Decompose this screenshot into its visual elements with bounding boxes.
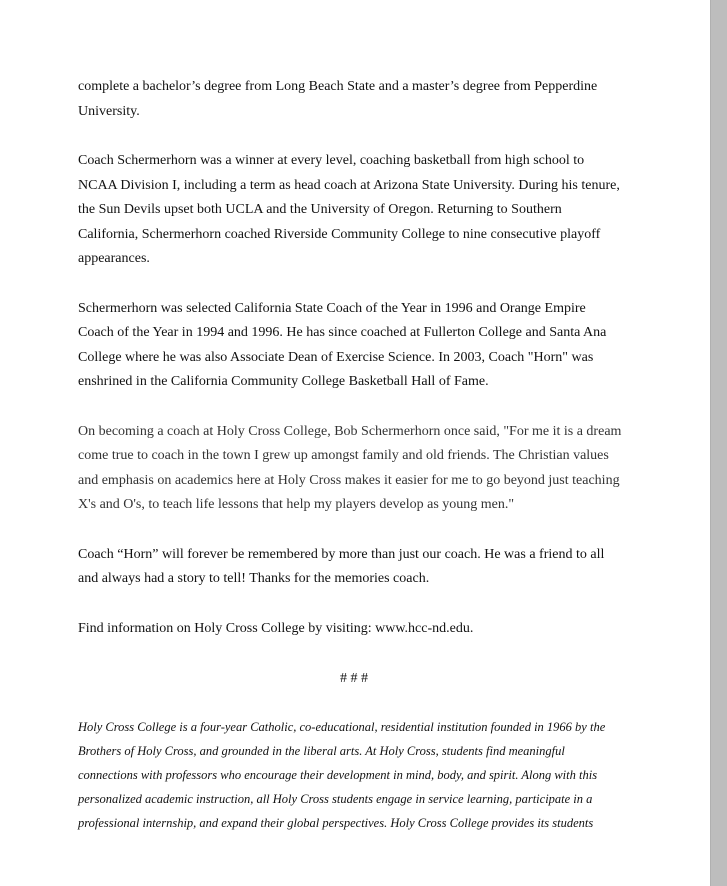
text-line: NCAA Division I, including a term as head coach at Arizona State University. During his tenure, [78,177,620,193]
scrollbar-thumb[interactable] [710,0,727,886]
text-line: Holy Cross College is a four-year Catholic, co-educational, residential institution founded in 1966 by the [78,720,606,734]
text-line: Schermerhorn was selected California State Coach of the Year in 1996 and Orange Empire [78,300,586,316]
paragraph-find-info: Find information on Holy Cross College by visiting: www.hcc-nd.edu. [78,620,474,636]
paragraph-gap [78,641,638,669]
text-line: and emphasis on academics here at Holy Cross makes it easier for me to go beyond just teaching [78,472,620,488]
text-line: professional internship, and expand their global perspectives. Holy Cross College provides its students [78,816,594,830]
paragraph-awards [78,297,638,395]
text-line: the Sun Devils upset both UCLA and the University of Oregon. Returning to Southern [78,202,562,217]
end-marker: # # # [340,671,368,686]
document-body [78,75,638,835]
text-line: College where he was also Associate Dean of Exercise Science. In 2003, Coach "Horn" was [78,349,594,365]
paragraph-quote [78,420,638,518]
paragraph-gap [78,592,638,617]
paragraph-winner [78,149,638,272]
text-line: On becoming a coach at Holy Cross College, Bob Schermerhorn once said, "For me it is a dream [78,423,622,439]
text-line: come true to coach in the town I grew up amongst family and old friends. The Christian values [78,448,609,463]
text-line: California, Schermerhorn coached Riverside Community College to nine consecutive playoff [78,226,601,242]
boilerplate-about [78,715,638,835]
text-line: X's and O's, to teach life lessons that help my players develop as young men." [78,497,515,512]
text-line: Coach “Horn” will forever be remembered by more than just our coach. He was a friend to all [78,546,605,562]
text-line: appearances. [78,251,150,266]
text-line: Coach of the Year in 1994 and 1996. He has since coached at Fullerton College and Santa Ana [78,325,607,340]
paragraph-gap [78,272,638,297]
text-line: personalized academic instruction, all Holy Cross students engage in service learning, participate in a [78,792,593,806]
text-line: connections with professors who encourage their development in mind, body, and spirit. Along with this [78,768,598,782]
text-line: University. [78,103,140,119]
text-line: Brothers of Holy Cross, and grounded in the liberal arts. At Holy Cross, students find meaningful [78,744,565,758]
paragraph-intro [78,75,638,124]
text-line: and always had a story to tell! Thanks for the memories coach. [78,571,430,586]
paragraph-gap [78,395,638,420]
paragraph-memory [78,543,638,592]
paragraph-gap [78,518,638,543]
text-line: enshrined in the California Community College Basketball Hall of Fame. [78,374,489,389]
text-line: complete a bachelor’s degree from Long Beach State and a master’s degree from Pepperdine [78,79,598,94]
text-line: Coach Schermerhorn was a winner at every level, coaching basketball from high school to [78,153,585,168]
paragraph-gap [78,689,638,715]
paragraph-gap [78,124,638,149]
